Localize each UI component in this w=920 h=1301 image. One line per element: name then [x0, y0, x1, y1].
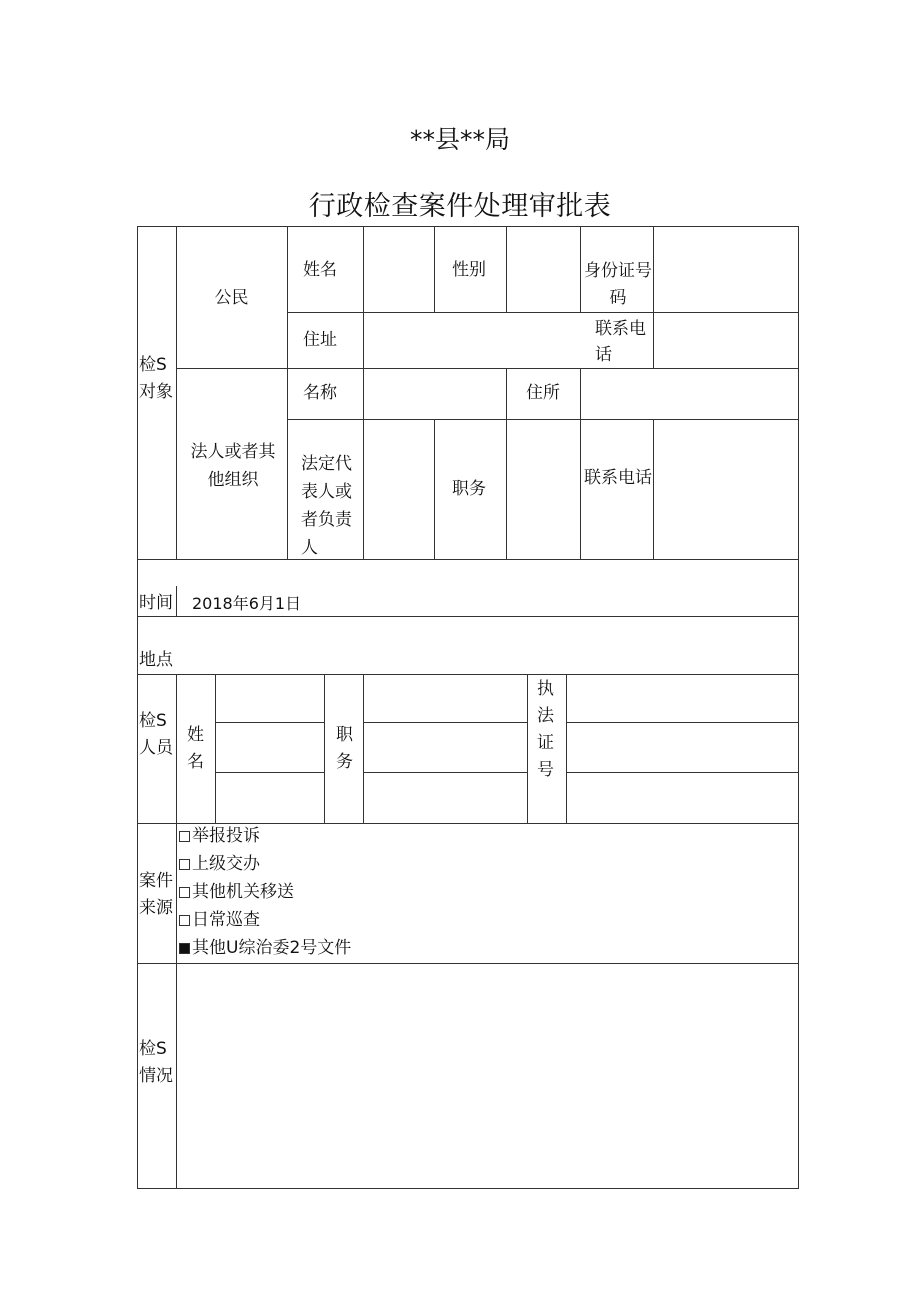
time-value: 2018年6月1日 [192, 594, 302, 613]
citizen-address-label: 住址 [303, 330, 337, 350]
time-label: 时间 [139, 593, 173, 613]
form-title: 行政检查案件处理审批表 [308, 191, 612, 222]
inspectors-label: 检S人员 [139, 711, 173, 758]
case-source-options [179, 822, 351, 962]
place-label: 地点 [139, 650, 173, 670]
source-option[interactable]: 举报投诉 [179, 822, 351, 850]
source-option[interactable]: 其他U综治委2号文件 [179, 934, 351, 962]
source-option[interactable]: 其他机关移送 [179, 878, 351, 906]
org-residence-label: 住所 [526, 383, 560, 403]
citizen-label: 公民 [214, 288, 249, 308]
citizen-name-label: 姓名 [303, 260, 337, 280]
checkbox-checked-icon[interactable] [179, 943, 190, 954]
checkbox-icon[interactable] [179, 915, 190, 926]
citizen-phone-label: 联系电话 [595, 319, 646, 365]
checkbox-icon[interactable] [179, 859, 190, 870]
checkbox-icon[interactable] [179, 831, 190, 842]
inspector-cert-label: 执法证号 [537, 679, 554, 780]
inspector-name-label: 姓名 [187, 725, 204, 772]
legal-rep-label: 法定代表人或者负责人 [301, 454, 352, 558]
org-name-label: 名称 [303, 383, 337, 403]
citizen-id-label: 身份证号码 [584, 261, 652, 308]
org-phone-label: 联系电话 [584, 468, 652, 488]
inspection-object-label: 检S对象 [139, 355, 173, 402]
inspector-position-label: 职务 [336, 725, 353, 772]
situation-label: 检S情况 [139, 1039, 173, 1086]
org-label: 法人或者其他组织 [190, 442, 276, 490]
source-option[interactable]: 上级交办 [179, 850, 351, 878]
checkbox-icon[interactable] [179, 887, 190, 898]
case-source-label: 案件来源 [139, 871, 173, 918]
citizen-gender-label: 性别 [452, 260, 486, 280]
org-position-label: 职务 [452, 479, 486, 499]
org-title: **县**局 [409, 125, 510, 154]
source-option[interactable]: 日常巡查 [179, 906, 351, 934]
